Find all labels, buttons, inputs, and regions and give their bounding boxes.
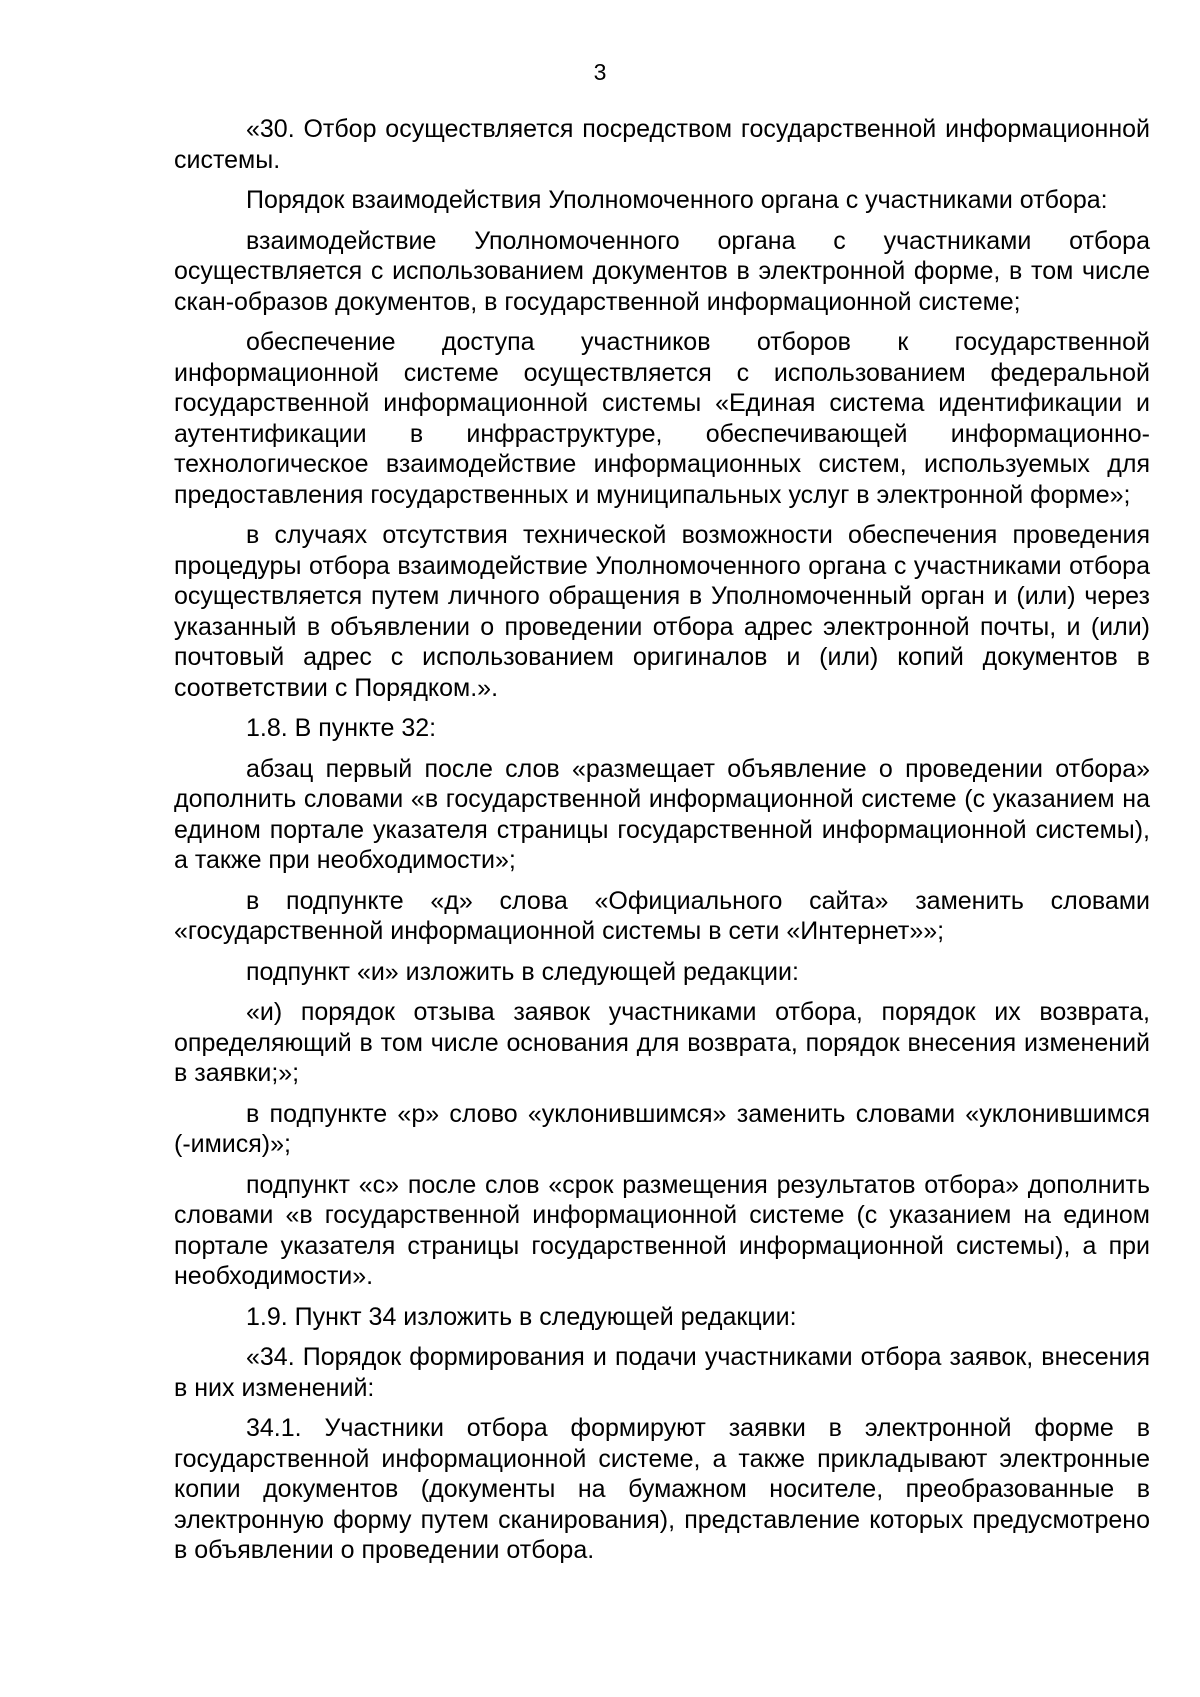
page-number: 3 bbox=[593, 59, 607, 85]
paragraph: «и) порядок отзыва заявок участниками отбора, порядок их возврата, определяющий в том числе основания для возврата, порядок внесения изменений в заявки;»; bbox=[174, 998, 1150, 1087]
paragraph: подпункт «и» изложить в следующей редакции: bbox=[246, 957, 799, 986]
paragraph: взаимодействие Уполномоченного органа с участниками отбора осуществляется с использованием документов в электронной форме, в том числе скан-образов документов, в государственной информационной системе; bbox=[174, 226, 1150, 316]
paragraph: подпункт «с» после слов «срок размещения результатов отбора» дополнить словами «в государственной информационной системе (с указанием на едином портале указателя страницы государственной информационной системы), а при необходимости». bbox=[174, 1170, 1150, 1290]
paragraph: 1.8. В пункте 32: bbox=[246, 714, 437, 742]
paragraph: в подпункте «р» слово «уклонившимся» заменить словами «уклонившимся (-имися)»; bbox=[174, 1099, 1150, 1158]
paragraph: обеспечение доступа участников отборов к государственной информационной системе осуществляется с использованием федеральной государственной информационной системы «Единая система идентификации и аутентификации в инфраструктуре, обеспечивающей информационно-технологическое взаимодействие информационных систем, используемых для предоставления государственных и муниципальных услуг в электронной форме»; bbox=[174, 328, 1150, 509]
paragraph: «34. Порядок формирования и подачи участниками отбора заявок, внесения в них изменений: bbox=[174, 1343, 1150, 1402]
document-body bbox=[174, 114, 1150, 1576]
paragraph: 34.1. Участники отбора формируют заявки в электронной форме в государственной информационной системе, а также прикладывают электронные копии документов (документы на бумажном носителе, преобразованные в электронную форму путем сканирования), представление которых предусмотрено в объявлении о проведении отбора. bbox=[174, 1414, 1150, 1564]
paragraph: «30. Отбор осуществляется посредством государственной информационной системы. bbox=[174, 115, 1150, 174]
paragraph: в подпункте «д» слова «Официального сайта» заменить словами «государственной информационной системы в сети «Интернет»»; bbox=[174, 886, 1150, 945]
paragraph: в случаях отсутствия технической возможности обеспечения проведения процедуры отбора взаимодействие Уполномоченного органа с участниками отбора осуществляется путем личного обращения в Уполномоченный орган и (или) через указанный в объявлении о проведении отбора адрес электронной почты, и (или) почтовый адрес с использованием оригиналов и (или) копий документов в соответствии с Порядком.». bbox=[174, 521, 1150, 702]
paragraph: абзац первый после слов «размещает объявление о проведении отбора» дополнить словами «в государственной информационной системе (с указанием на едином портале указателя страницы государственной информационной системы), а также при необходимости»; bbox=[174, 754, 1150, 874]
paragraph: 1.9. Пункт 34 изложить в следующей редакции: bbox=[246, 1302, 797, 1331]
paragraph: Порядок взаимодействия Уполномоченного органа с участниками отбора: bbox=[246, 186, 1108, 214]
